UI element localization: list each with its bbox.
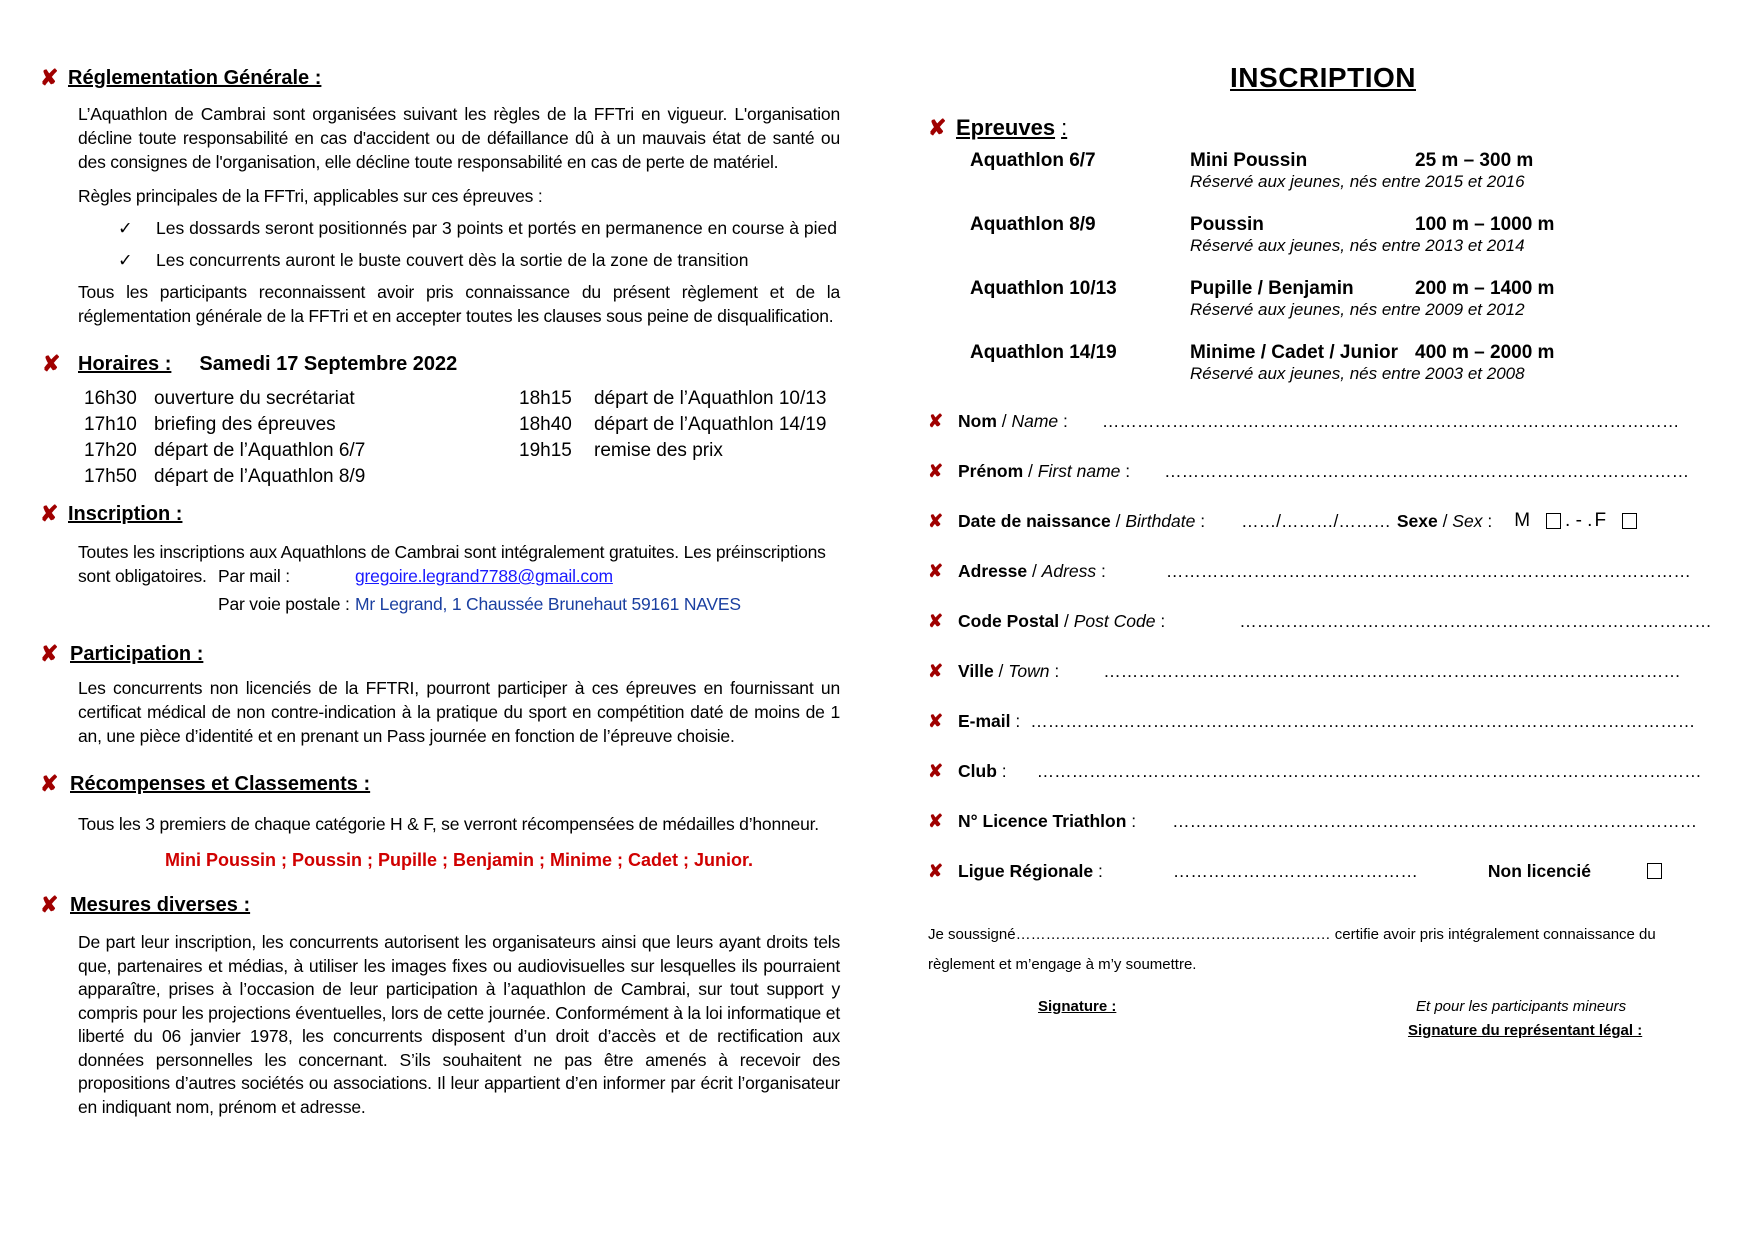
cross-icon: ✘ [928, 710, 944, 731]
cross-icon: ✘ [42, 351, 61, 376]
cross-icon: ✘ [928, 760, 944, 781]
epreuve-category: Minime / Cadet / Junior [1190, 342, 1398, 363]
section-header-inscription [40, 498, 840, 530]
cross-icon: ✘ [928, 660, 944, 681]
time-label: départ de l’Aquathlon 6/7 [154, 440, 366, 461]
signature-area [928, 998, 1728, 1058]
certif-name-input[interactable]: ……………………………………………………… [1015, 926, 1331, 943]
registration-form [928, 396, 1728, 896]
cross-icon: ✘ [40, 501, 59, 526]
ligue-input[interactable]: …………………………………… [1172, 860, 1418, 881]
field-label-en: Adress [1041, 560, 1097, 581]
nom-input[interactable]: ……………………………………………………………………………………… [1101, 410, 1680, 431]
prenom-input[interactable]: ……………………………………………………………………………… [1164, 460, 1690, 481]
field-label: Club [958, 760, 997, 781]
section-header-reglementation [40, 62, 840, 94]
inscription-mail-line [78, 564, 840, 588]
time: 18h40 [519, 414, 572, 435]
epreuve-name: Aquathlon 10/13 [970, 278, 1117, 299]
time-label: remise des prix [594, 440, 723, 461]
section-header-recompenses [40, 768, 840, 800]
mail-label: Par mail : [218, 566, 290, 586]
legal-signature-label: Signature du représentant légal : [1408, 1022, 1643, 1039]
field-label: Ville [958, 660, 994, 681]
field-label-en: Post Code [1073, 610, 1156, 631]
time-label: ouverture du secrétariat [154, 388, 355, 409]
epreuve-item [928, 150, 1728, 192]
paragraph: Tous les 3 premiers de chaque catégorie H & F, se verront récompensées de médailles d’honneur. [78, 814, 819, 834]
field-ligue: ✘ Ligue Régionale : …………………………………… Non licencié [928, 846, 1728, 896]
check-item [118, 216, 840, 240]
time: 17h10 [84, 414, 137, 435]
section-header-participation [40, 638, 840, 670]
time: 17h20 [84, 440, 137, 461]
epreuve-distance: 200 m – 1400 m [1415, 278, 1555, 299]
epreuve-name: Aquathlon 14/19 [970, 342, 1117, 363]
epreuve-item [928, 278, 1728, 320]
separator: . - . [1565, 510, 1593, 531]
section-title: Horaires : [78, 352, 172, 375]
cross-icon: ✘ [928, 810, 944, 831]
epreuve-distance: 400 m – 2000 m [1415, 342, 1555, 363]
ville-input[interactable]: ……………………………………………………………………………………… [1103, 660, 1681, 681]
field-label: Date de naissance [958, 510, 1111, 531]
field-label-en: Birthdate [1125, 510, 1196, 531]
epreuve-category: Pupille / Benjamin [1190, 278, 1354, 299]
epreuve-category: Poussin [1190, 214, 1264, 235]
epreuve-name: Aquathlon 8/9 [970, 214, 1096, 235]
cross-icon: ✘ [928, 460, 944, 481]
field-adresse: ✘ Adresse / Adress : ……………………………………………………………………………… [928, 560, 1691, 581]
postcode-input[interactable]: ……………………………………………………………………… [1239, 610, 1712, 631]
sex-m-label: M [1514, 510, 1531, 531]
field-label-en: Name [1011, 410, 1059, 431]
time-label: départ de l’Aquathlon 14/19 [594, 414, 827, 435]
event-date: Samedi 17 Septembre 2022 [199, 352, 458, 375]
non-licencie-label: Non licencié [1487, 860, 1591, 881]
epreuve-note: Réservé aux jeunes, nés entre 2009 et 2012 [1190, 300, 1525, 319]
cross-icon: ✘ [40, 892, 59, 917]
certif-text-2: règlement et m’engage à m’y soumettre. [928, 956, 1197, 973]
epreuve-name: Aquathlon 6/7 [970, 150, 1096, 171]
epreuve-note: Réservé aux jeunes, nés entre 2003 et 2008 [1190, 364, 1525, 383]
cross-icon: ✘ [928, 560, 944, 581]
field-naissance: ✘ Date de naissance / Birthdate : ……/………/……… Sexe / Sex : M . - . F [928, 496, 1728, 546]
cross-icon: ✘ [928, 860, 944, 881]
field-club: ✘ Club : …………………………………………………………………………………………………… [928, 760, 1702, 781]
post-label: Par voie postale : [218, 594, 350, 614]
section-header-mesures [40, 889, 840, 921]
adresse-input[interactable]: ……………………………………………………………………………… [1165, 560, 1691, 581]
text: sont obligatoires. [78, 566, 207, 586]
time-label: départ de l’Aquathlon 10/13 [594, 388, 827, 409]
time: 17h50 [84, 466, 137, 487]
non-licencie-checkbox[interactable] [1647, 863, 1662, 879]
time-label: départ de l’Aquathlon 8/9 [154, 466, 366, 487]
epreuve-item [928, 214, 1728, 256]
paragraph: Toutes les inscriptions aux Aquathlons de Cambrai sont intégralement gratuites. Les préinscriptions [78, 542, 826, 562]
email-input[interactable]: …………………………………………………………………………………………………… [1030, 710, 1696, 731]
epreuve-note: Réservé aux jeunes, nés entre 2015 et 2016 [1190, 172, 1525, 191]
field-licence: ✘ N° Licence Triathlon : ……………………………………………………………………………… [928, 810, 1698, 831]
field-cp: ✘ Code Postal / Post Code : ……………………………………………………………………… [928, 610, 1712, 631]
field-label: Nom [958, 410, 997, 431]
field-label: Code Postal [958, 610, 1060, 631]
field-label: N° Licence Triathlon [958, 810, 1127, 831]
time: 16h30 [84, 388, 137, 409]
sex-label: Sexe [1396, 510, 1438, 531]
field-label-en: First name [1037, 460, 1121, 481]
cross-icon: ✘ [928, 410, 944, 431]
epreuve-category: Mini Poussin [1190, 150, 1308, 171]
paragraph: Tous les participants reconnaissent avoir pris connaissance du présent règlement et de la réglementation générale de la FFTri et en accepter toutes les clauses sous peine de disqualification. [78, 282, 840, 326]
schedule [84, 386, 840, 490]
field-ville: ✘ Ville / Town : ……………………………………………………………………………………… [928, 660, 1681, 681]
epreuve-note: Réservé aux jeunes, nés entre 2013 et 2014 [1190, 236, 1525, 255]
paragraph: De part leur inscription, les concurrents autorisent les organisateurs ainsi que leurs ayant droits tels que, partenaires et médias, à utiliser les images fixes ou audiovisuelles sur lesquelles ils pourraient apparaître, prises à l’occasion de leur participation à l’aquathlon de Cambrai, sur tout support y compris pour les projections éventuelles, lors de cette journée. Conformément à la loi informatique et liberté du 06 janvier 1978, les concurrents disposent d’un droit d’accès et de rectification aux données personnelles les concernant. S’ils souhaitent ne pas être amenés à recevoir des propositions d’autres sociétés ou associations. Il leur appartient d’en informer par écrit l’organisateur en indiquant nom, prénom et adresse. [78, 932, 840, 1117]
page-title: INSCRIPTION [1230, 62, 1416, 93]
cross-icon: ✘ [40, 65, 59, 90]
check-text: Les concurrents auront le buste couvert dès la sortie de la zone de transition [156, 250, 749, 270]
field-label: Ligue Régionale [958, 860, 1094, 881]
left-column [40, 62, 840, 1119]
club-input[interactable]: …………………………………………………………………………………………………… [1036, 760, 1702, 781]
sex-m-checkbox[interactable] [1546, 513, 1561, 529]
paragraph: Règles principales de la FFTri, applicables sur ces épreuves : [78, 186, 543, 206]
field-email: ✘ E-mail : …………………………………………………………………………………………………… [928, 710, 1696, 731]
section-title: Participation : [70, 642, 204, 665]
cross-icon: ✘ [928, 510, 944, 531]
field-label: Adresse [958, 560, 1028, 581]
certification [928, 920, 1728, 980]
check-icon: ✓ [118, 218, 133, 238]
section-header-epreuves [928, 112, 1728, 144]
section-header-horaires [40, 348, 840, 380]
paragraph: Les concurrents non licenciés de la FFTRI, pourront participer à ces épreuves en fournissant un certificat médical de non contre-indication à la pratique du sport en compétition daté de moins de 1 an, une pièce d’identité et en prenant un Pass journée en fonction de l’épreuve choisie. [78, 678, 840, 746]
right-column [928, 62, 1728, 1058]
epreuve-row [970, 150, 1728, 172]
time: 18h15 [519, 388, 572, 409]
postal-address: Mr Legrand, 1 Chaussée Brunehaut 59161 NAVES [355, 594, 741, 614]
epreuve-row [970, 278, 1728, 300]
field-prenom: ✘ Prénom / First name : ……………………………………………………………………………… [928, 460, 1690, 481]
check-text: Les dossards seront positionnés par 3 points et portés en permanence en course à pied [156, 218, 837, 238]
epreuve-distance: 100 m – 1000 m [1415, 214, 1555, 235]
certif-text: certifie avoir pris intégralement connaissance du [1334, 926, 1656, 943]
section-title: Mesures diverses : [70, 893, 251, 916]
field-label: Prénom [958, 460, 1024, 481]
epreuve-row [970, 214, 1728, 236]
minors-note: Et pour les participants mineurs [1416, 998, 1627, 1015]
check-icon: ✓ [118, 250, 133, 270]
epreuve-row [970, 342, 1728, 364]
section-title: Inscription : [68, 502, 183, 525]
check-item [118, 248, 840, 272]
section-title: Epreuves [956, 115, 1056, 140]
licence-input[interactable]: ……………………………………………………………………………… [1172, 810, 1698, 831]
sex-label-en: Sex [1452, 510, 1483, 531]
inscription-post-line [78, 592, 840, 616]
cross-icon: ✘ [40, 771, 59, 796]
sex-f-checkbox[interactable] [1622, 513, 1637, 529]
field-label-en: Town [1008, 660, 1050, 681]
field-nom: ✘ Nom / Name : ……………………………………………………………………………………… [928, 410, 1680, 431]
cross-icon: ✘ [40, 641, 59, 666]
birthdate-input[interactable]: ……/………/……… [1241, 510, 1391, 531]
email-link[interactable]: gregoire.legrand7788@gmail.com [355, 566, 613, 586]
section-title: Réglementation Générale : [68, 66, 322, 89]
section-title: Récompenses et Classements : [70, 772, 371, 795]
epreuve-item [928, 342, 1728, 384]
cross-icon: ✘ [928, 115, 947, 140]
field-label: E-mail [958, 710, 1011, 731]
signature-label: Signature : [1038, 998, 1117, 1015]
categories-list: Mini Poussin ; Poussin ; Pupille ; Benjamin ; Minime ; Cadet ; Junior. [164, 850, 754, 870]
time-label: briefing des épreuves [154, 414, 336, 435]
certif-prefix: Je soussigné [928, 926, 1016, 943]
cross-icon: ✘ [928, 610, 944, 631]
time: 19h15 [519, 440, 572, 461]
epreuve-distance: 25 m – 300 m [1415, 150, 1534, 171]
paragraph: L’Aquathlon de Cambrai sont organisées suivant les règles de la FFTri en vigueur. L'organisation décline toute responsabilité en cas d'accident ou de défaillance dû à un mauvais état de santé ou des consignes de l'organisation, elle décline toute responsabilité en cas de perte de matériel. [78, 104, 840, 172]
colon: : [1061, 115, 1068, 140]
sex-f-label: F [1594, 510, 1607, 531]
certification-line-1 [928, 920, 1728, 950]
